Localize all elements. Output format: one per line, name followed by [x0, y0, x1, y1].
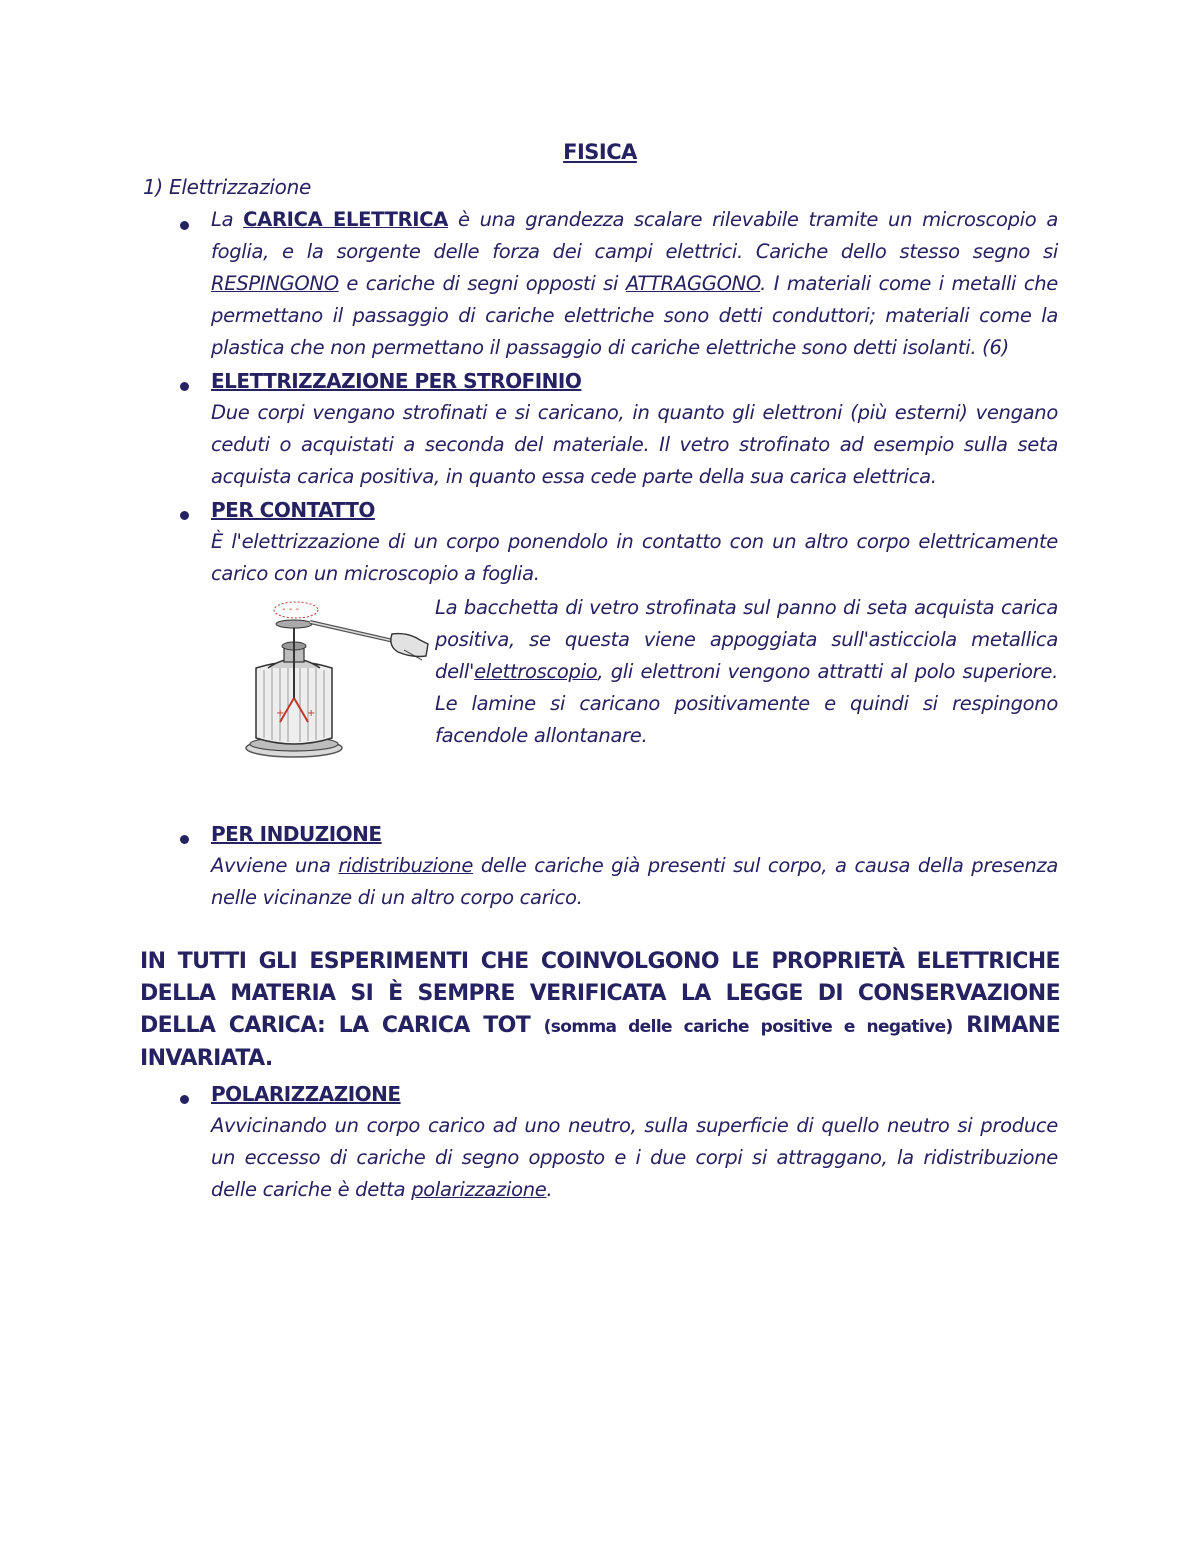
paragraph-carica-elettrica: La CARICA ELETTRICA è una grandezza scalare rilevabile tramite un microscopio a foglia, e la sorgente delle forza dei campi elettrici. Cariche dello stesso segno si RESPINGONO e cariche di segni opposti si ATTRAGGONO. I materiali come i metalli che permettano il passaggio di cariche elettriche sono detti conduttori; materiali come la plastica che non permettano il passaggio di cariche elettriche sono detti isolanti. (6) — [211, 208, 1059, 359]
paragraph-elettroscopio: La bacchetta di vetro strofinata sul panno di seta acquista carica positiva, se questa viene appoggiata sull'asticciola metallica dell'elettroscopio, gli elettroni vengono attratti al polo superiore. Le lamine si caricano positivamente e quindi si respingono facendole allontanare. — [435, 596, 1058, 747]
paragraph-contatto: È l'elettrizzazione di un corpo ponendolo in contatto con un altro corpo elettricamente carico con un microscopio a foglia. — [211, 530, 1058, 585]
conservation-statement: IN TUTTI GLI ESPERIMENTI CHE COINVOLGONO LE PROPRIETÀ ELETTRICHE DELLA MATERIA SI È SEMPRE VERIFICATA LA LEGGE DI CONSERVAZIONE DELLA CARICA: LA CARICA TOT (somma delle cariche positive e negative) RIMANE INVARIATA. — [140, 949, 1060, 1071]
bullet — [180, 511, 189, 520]
paragraph-polarizzazione: Avvicinando un corpo carico ad uno neutro, sulla superficie di quello neutro si produce un eccesso di cariche di segno opposto e i due corpi si attraggano, la ridistribuzione delle cariche è detta polarizzazione. — [211, 1114, 1058, 1201]
term-respingono: RESPINGONO — [211, 272, 339, 295]
term-elettroscopio: elettroscopio — [474, 660, 598, 683]
term-carica-elettrica: CARICA ELETTRICA — [243, 208, 449, 231]
bullet — [180, 382, 189, 391]
svg-text:- - -: - - - — [282, 604, 300, 615]
svg-text:+: + — [307, 708, 316, 719]
document-title: FISICA — [563, 140, 637, 164]
term-ridistribuzione: ridistribuzione — [338, 854, 474, 877]
heading-contatto: PER CONTATTO — [211, 498, 375, 522]
heading-strofinio: ELETTRIZZAZIONE PER STROFINIO — [211, 369, 582, 393]
term-polarizzazione: polarizzazione — [411, 1178, 547, 1201]
paragraph-strofinio: Due corpi vengano strofinati e si caricano, in quanto gli elettroni (più esterni) vengano ceduti o acquistati a seconda del materiale. Il vetro strofinato ad esempio sulla seta acquista carica positiva, in quanto essa cede parte della sua carica elettrica. — [211, 401, 1058, 488]
term-attraggono: ATTRAGGONO — [625, 272, 761, 295]
heading-polarizzazione: POLARIZZAZIONE — [211, 1082, 401, 1106]
bullet — [180, 1095, 189, 1104]
bullet — [180, 835, 189, 844]
electroscope-illustration — [222, 598, 430, 778]
heading-induzione: PER INDUZIONE — [211, 822, 382, 846]
bullet — [180, 221, 189, 230]
section-heading: 1) Elettrizzazione — [143, 175, 311, 199]
svg-text:+: + — [276, 708, 285, 719]
paragraph-induzione: Avviene una ridistribuzione delle cariche già presenti sul corpo, a causa della presenza nelle vicinanze di un altro corpo carico. — [211, 854, 1059, 909]
note-somma: (somma delle cariche positive e negative) — [543, 1017, 953, 1037]
